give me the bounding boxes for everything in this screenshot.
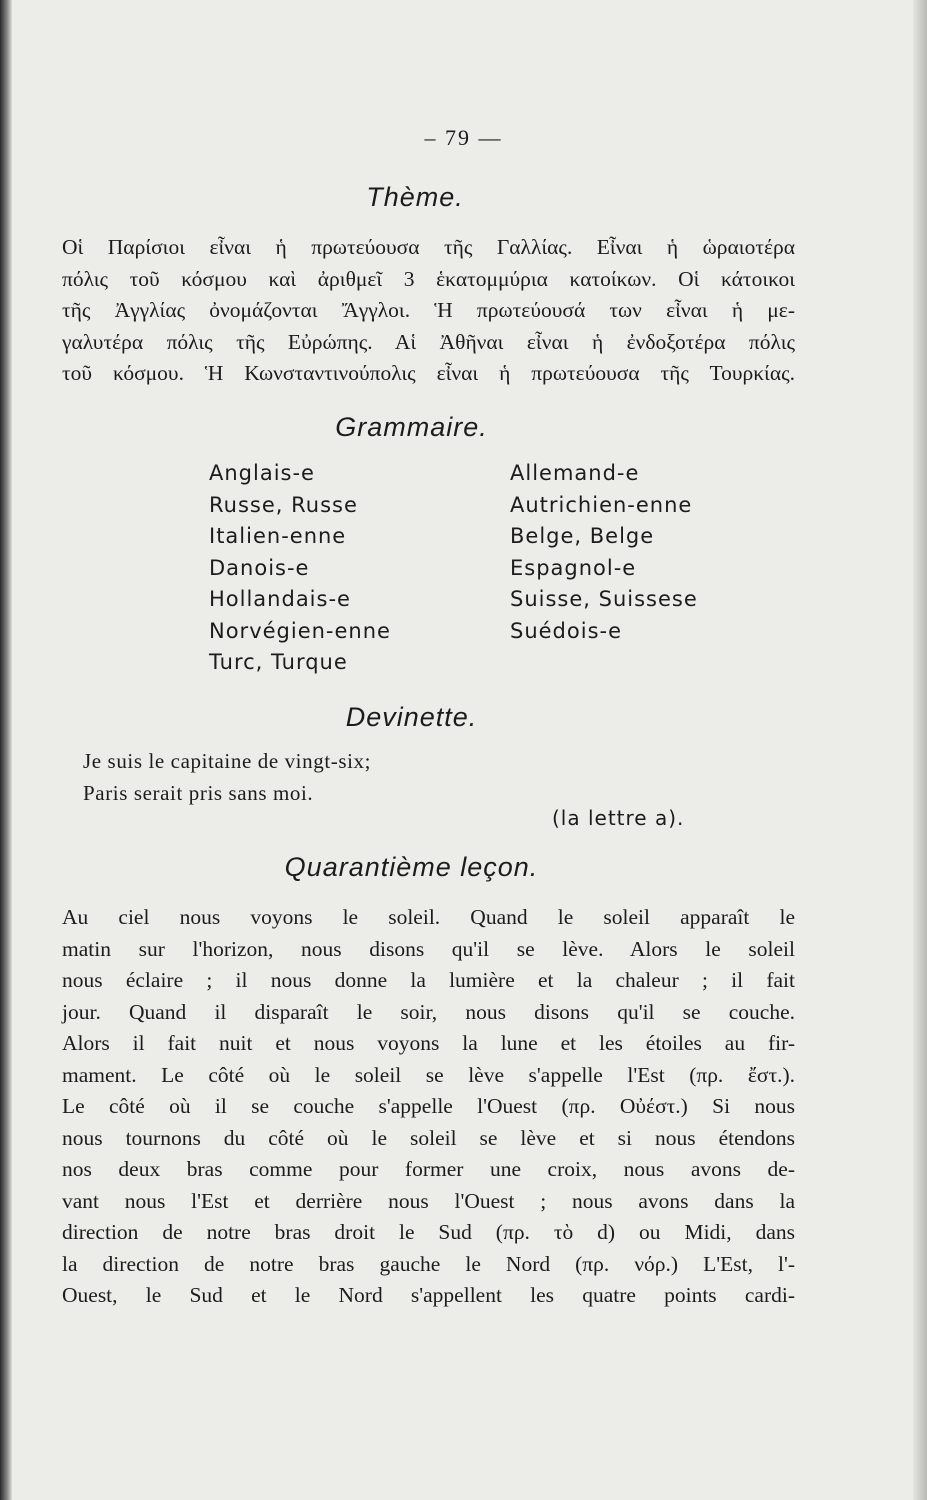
lecon-line: nos deux bras comme pour former une croix, nous avons de-	[62, 1157, 795, 1181]
grammaire-right-item: Espagnol-e	[510, 555, 637, 580]
grammaire-left-item: Hollandais-e	[209, 587, 351, 611]
grammaire-left-item: Danois-e	[209, 555, 310, 580]
lecon-line: matin sur l'horizon, nous disons qu'il se lève. Alors le soleil	[62, 936, 795, 961]
lecon-line: la direction de notre bras gauche le Nord (πρ. νόρ.) L'Est, l'-	[62, 1251, 795, 1276]
page-number: – 79 —	[424, 125, 503, 150]
riddle-line: Je suis le capitaine de vingt-six;	[83, 749, 372, 773]
lecon-line: vant nous l'Est et derrière nous l'Ouest ; nous avons dans la	[62, 1188, 795, 1213]
lecon-line: Ouest, le Sud et le Nord s'appellent les quatre points cardi-	[62, 1283, 795, 1307]
grammaire-heading: Grammaire.	[335, 412, 488, 442]
lecon-line: direction de notre bras droit le Sud (πρ. τὸ d) ou Midi, dans	[62, 1220, 795, 1244]
devinette-riddle	[83, 746, 371, 809]
theme-line: Οἱ Παρίσιοι εἶναι ἡ πρωτεύουσα τῆς Γαλλίας. Εἶναι ἡ ὡραιοτέρα	[62, 235, 795, 259]
grammaire-right-item: Suisse, Suissese	[510, 587, 698, 611]
riddle-line: Paris serait pris sans moi.	[83, 780, 314, 805]
grammaire-left-item: Russe, Russe	[209, 492, 358, 517]
lecon-line: nous tournons du côté où le soleil se lève et si nous étendons	[62, 1125, 795, 1150]
grammaire-right-item: Allemand-e	[510, 461, 640, 485]
theme-paragraph	[62, 232, 795, 390]
theme-heading: Thème.	[366, 182, 464, 212]
lecon-line: Alors il fait nuit et nous voyons la lune et les étoiles au fir-	[62, 1031, 795, 1055]
lecon-line: mament. Le côté où le soleil se lève s'appelle l'Est (πρ. ἔστ.).	[62, 1062, 795, 1087]
devinette-heading: Devinette.	[345, 702, 478, 732]
lecon-line: Le côté où il se couche s'appelle l'Ouest (πρ. Οὐέστ.) Si nous	[62, 1094, 795, 1118]
theme-line: τοῦ κόσμου. Ἡ Κωνσταντινούπολις εἶναι ἡ πρωτεύουσα τῆς Τουρκίας.	[62, 361, 795, 385]
grammaire-right-item: Autrichien-enne	[510, 492, 693, 517]
lecon-line: jour. Quand il disparaît le soir, nous disons qu'il se couche.	[62, 999, 795, 1024]
grammaire-left-item: Anglais-e	[209, 461, 315, 485]
book-spine	[0, 0, 12, 1500]
lecon-line: Au ciel nous voyons le soleil. Quand le soleil apparaît le	[62, 905, 795, 929]
lecon-heading: Quarantième leçon.	[284, 852, 539, 882]
grammaire-right-item: Belge, Belge	[510, 524, 655, 548]
grammaire-left-column	[209, 458, 391, 679]
lecon-line: nous éclaire ; il nous donne la lumière et la chaleur ; il fait	[62, 968, 795, 992]
devinette-answer: (la lettre a).	[552, 806, 685, 830]
grammaire-right-column	[510, 458, 698, 647]
grammaire-left-item: Turc, Turque	[209, 650, 348, 674]
theme-line: πόλις τοῦ κόσμου καὶ ἀριθμεῖ 3 ἑκατομμύρια κατοίκων. Οἱ κάτοικοι	[62, 266, 795, 291]
grammaire-right-item: Suédois-e	[510, 618, 623, 643]
page-edge	[913, 0, 927, 1500]
lecon-paragraph	[62, 902, 795, 1312]
theme-line: γαλυτέρα πόλις τῆς Εὐρώπης. Αἱ Ἀθῆναι εἶναι ἡ ἐνδοξοτέρα πόλις	[62, 329, 795, 354]
theme-line: τῆς Ἀγγλίας ὀνομάζονται Ἄγγλοι. Ἡ πρωτεύουσά των εἶναι ἡ με-	[62, 298, 795, 322]
grammaire-left-item: Norvégien-enne	[209, 618, 391, 643]
grammaire-left-item: Italien-enne	[209, 524, 347, 548]
